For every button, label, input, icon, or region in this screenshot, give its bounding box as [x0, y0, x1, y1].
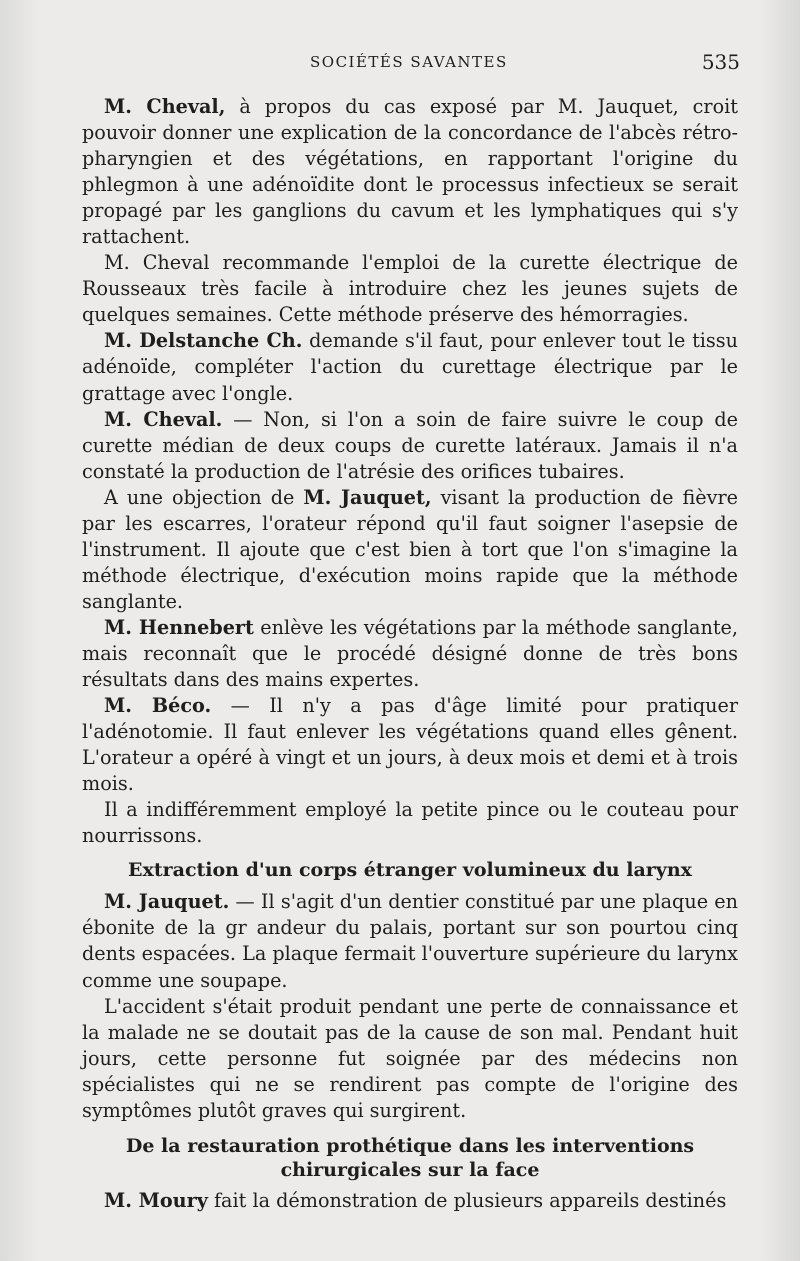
- page-header: [80, 48, 740, 78]
- paragraph: [82, 328, 738, 406]
- paragraph: [82, 1188, 738, 1214]
- paragraph: [82, 485, 738, 615]
- speaker-name: M. Delstanche Ch.: [104, 329, 303, 353]
- page-number: 535: [701, 50, 740, 74]
- paragraph-text: L'accident s'était produit pendant une perte de connaissance et la malade ne se doutait pas de la cause de son mal. Pendant huit jours, cette personne fut soignée par des médecins non spécialistes qui ne se rendirent pas compte de l'origine des symptômes plutôt graves qui surgirent.: [82, 994, 738, 1122]
- speaker-name: M. Jauquet.: [104, 890, 230, 914]
- speaker-name: M. Cheval.: [104, 407, 223, 431]
- paragraph: [82, 889, 738, 993]
- page-body: [82, 94, 738, 1214]
- paragraph: [82, 797, 738, 849]
- paragraph-text: A une objection de: [104, 485, 304, 509]
- paragraph-text: M. Cheval recommande l'emploi de la curette électrique de Rousseaux très facile à introduire chez les jeunes sujets de quelques semaines. Cette méthode préserve des hémorragies.: [82, 251, 738, 327]
- paragraph: [82, 407, 738, 485]
- paragraph: [82, 250, 738, 328]
- paragraph-text: enlève les végétations par la méthode sanglante, mais reconnaît que le procédé désigné donne de très bons résultats dans des mains expertes.: [82, 615, 739, 692]
- section-heading: Extraction d'un corps étranger volumineux du larynx: [128, 859, 692, 882]
- paragraph-text: — Il n'y a pas d'âge limité pour pratiquer l'adénotomie. Il faut enlever les végétations quand elles gênent. L'orateur a opéré à vingt et un jours, à deux mois et demi et à trois mois.: [82, 694, 738, 796]
- speaker-name: M. Béco.: [104, 694, 212, 718]
- paragraph-text: fait la démonstration de plusieurs appareils destinés: [207, 1188, 727, 1212]
- paragraph-text: à propos du cas exposé par M. Jauquet, croit pouvoir donner une explication de la concordance de l'abcès rétro-pharyngien et des végétations, en rapportant l'origine du phlegmon à une adénoïdite dont le processus infectieux se serait propagé par les ganglions du cavum et les lymphatiques qui s'y rattachent.: [82, 95, 738, 249]
- running-title: SOCIÉTÉS SAVANTES: [310, 53, 508, 71]
- section-heading: De la restauration prothétique dans les interventions chirurgicales sur la face: [125, 1134, 695, 1181]
- paragraph-text: — Non, si l'on a soin de faire suivre le coup de curette médian de deux coups de curette latéraux. Jamais il n'a constaté la production de l'atrésie des orifices tubaires.: [82, 407, 738, 483]
- speaker-name: M. Jauquet,: [303, 485, 432, 509]
- paragraph-text: demande s'il faut, pour enlever tout le tissu adénoïde, compléter l'action du curettage électrique par le grattage avec l'ongle.: [82, 329, 738, 405]
- paragraph: [82, 615, 738, 693]
- speaker-name: M. Hennebert: [104, 615, 254, 639]
- paragraph: [82, 94, 738, 250]
- paragraph: [82, 994, 738, 1124]
- speaker-name: M. Moury: [104, 1188, 208, 1212]
- paragraph-text: visant la production de fièvre par les escarres, l'orateur répond qu'il faut soigner l'asepsie de l'instrument. Il ajoute que c'est bien à tort que l'on s'imagine la méthode électrique, d'exécution moins rapide que la méthode sanglante.: [82, 485, 738, 613]
- paragraph: [82, 693, 738, 797]
- paragraph-text: — Il s'agit d'un dentier constitué par une plaque en ébonite de la gr andeur du palais, portant sur son pourtou cinq dents espacées. La plaque fermait l'ouverture supérieure du larynx comme une soupape.: [82, 890, 738, 992]
- speaker-name: M. Cheval,: [104, 95, 226, 118]
- paragraph-text: Il a indifféremment employé la petite pince ou le couteau pour nourrissons.: [82, 798, 738, 848]
